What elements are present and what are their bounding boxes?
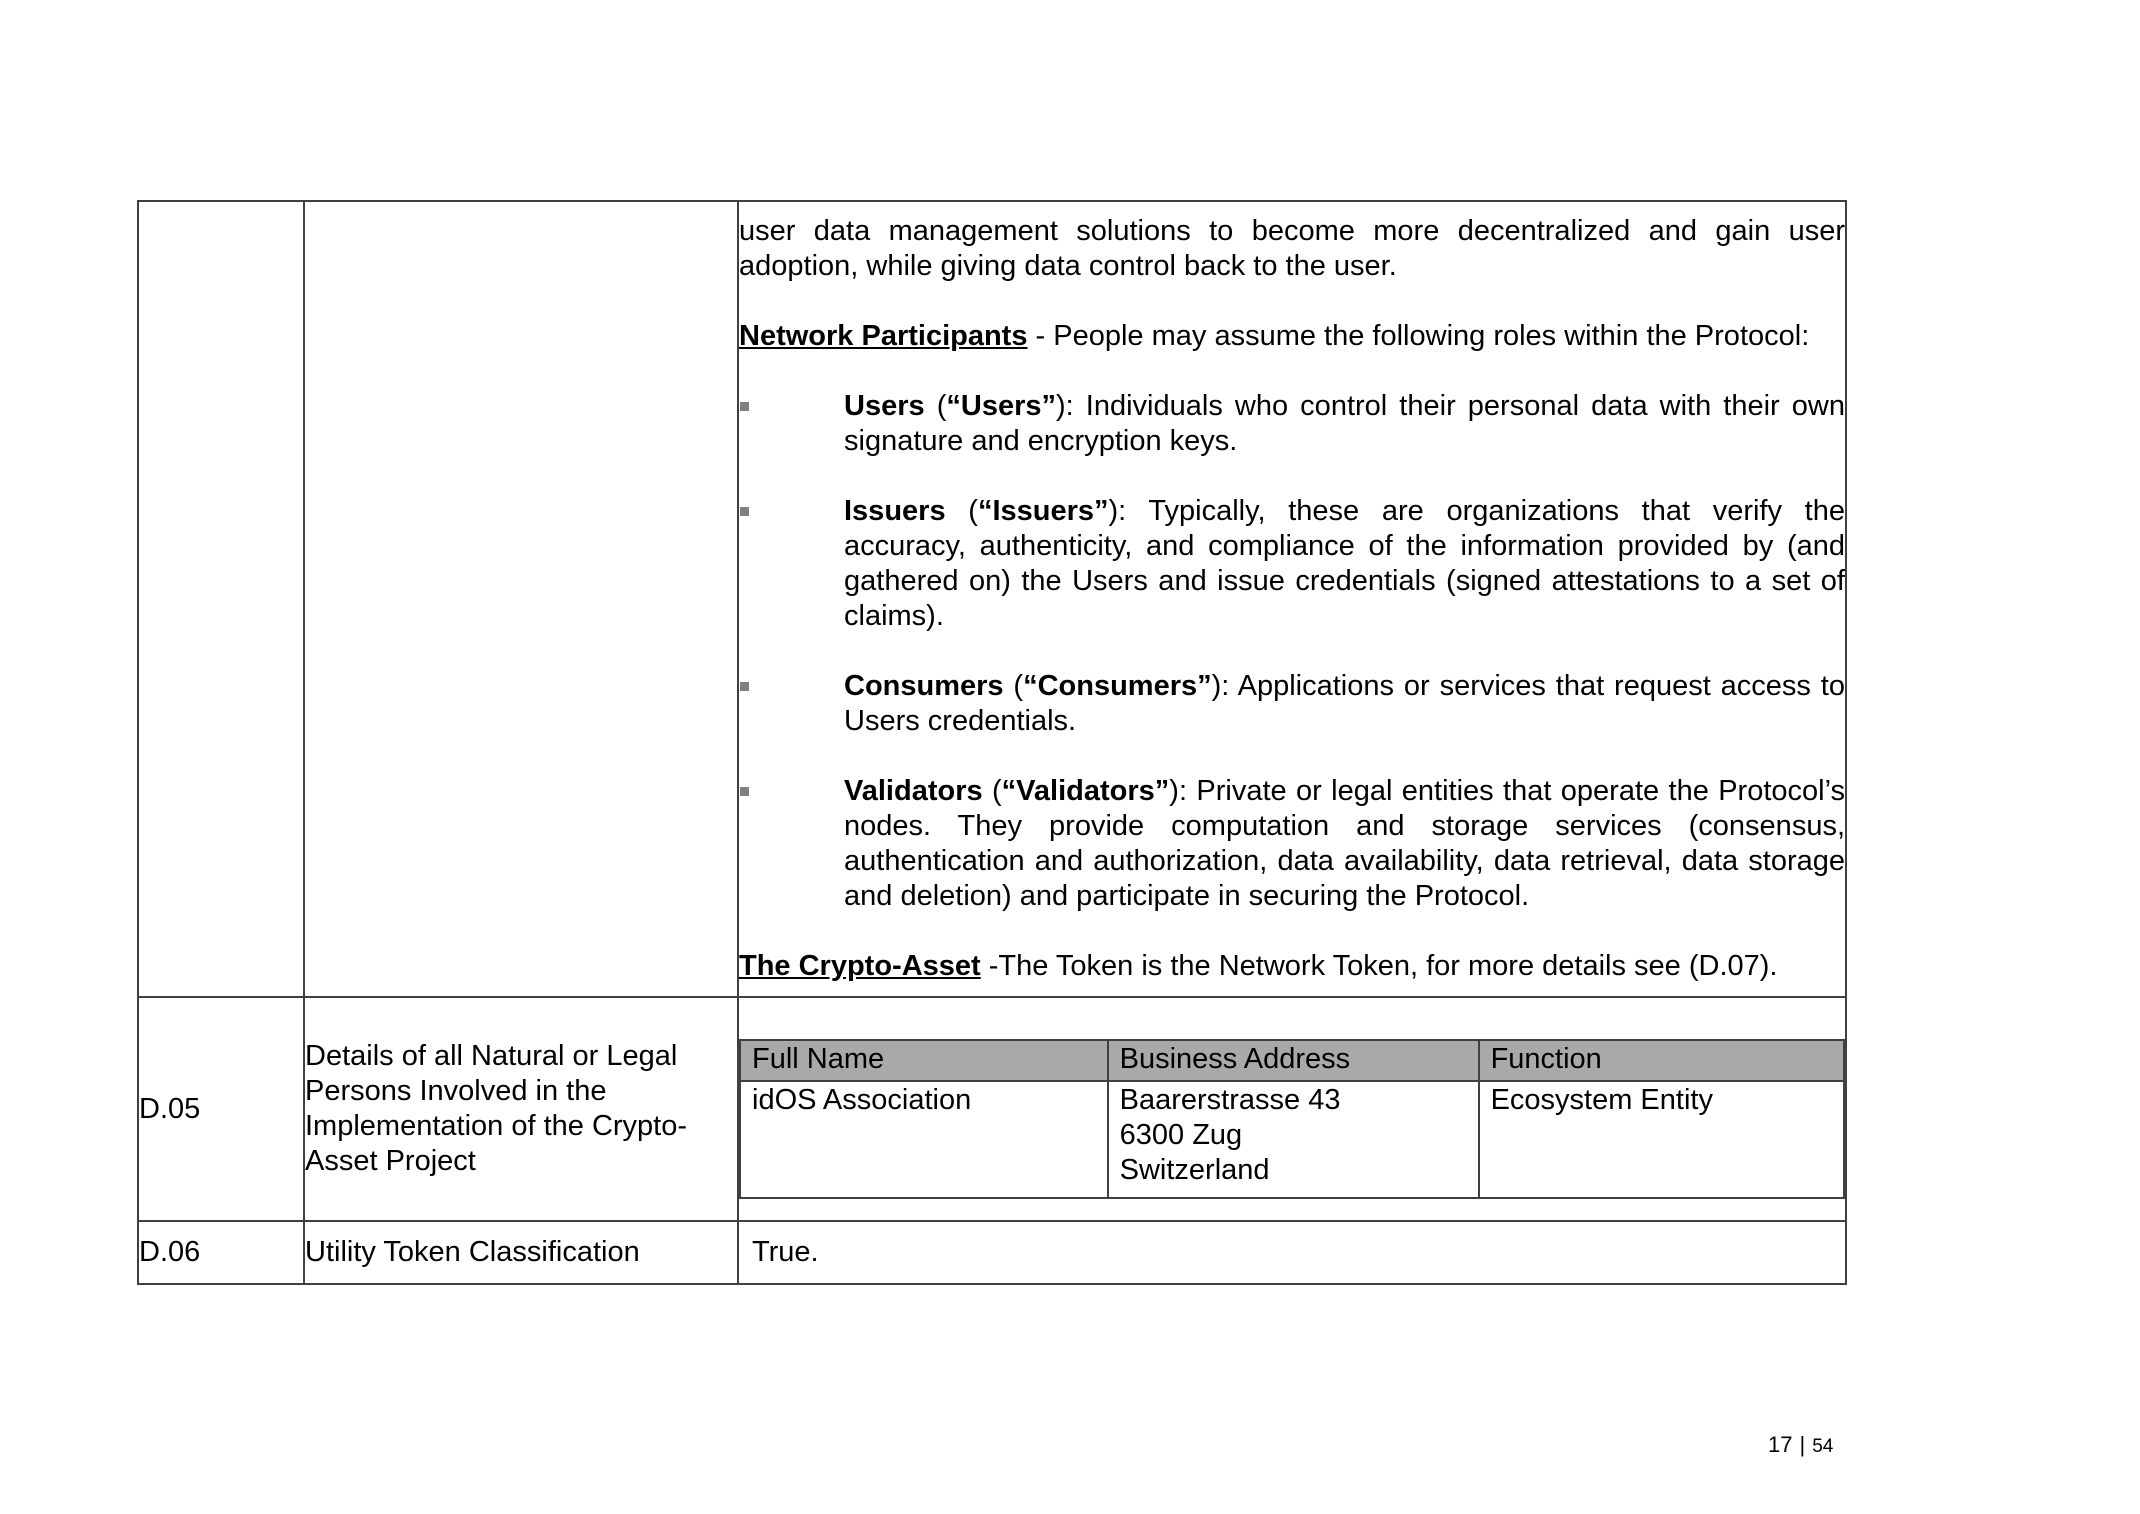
network-participants-text: - People may assume the following roles within the Protocol: [1027, 320, 1810, 352]
bullet-quoted-term: “Validators” [1001, 775, 1170, 807]
row-label-d06: Utility Token Classification [304, 1221, 738, 1284]
bullet-term: Users [844, 390, 925, 422]
row-id-cell-empty [138, 201, 304, 997]
cell-full-name: idOS Association [740, 1081, 1108, 1198]
bullet-term: Validators [844, 775, 983, 807]
bullet-square-icon [740, 682, 749, 691]
page-number [1768, 1431, 1833, 1461]
page-number-total: 54 [1812, 1436, 1834, 1457]
bullet-square-icon [740, 402, 749, 411]
address-line: Baarerstrasse 43 [1119, 1084, 1341, 1116]
bullet-item-users [739, 389, 1845, 459]
bullet-text: Individuals who control their personal data with their own signature and encryption keys. [844, 390, 1845, 457]
intro-paragraph [739, 214, 1845, 284]
d06-value-cell: True. [738, 1221, 1846, 1284]
d05-content-cell [738, 997, 1846, 1221]
bullet-item-issuers [739, 494, 1845, 634]
row-label-d05: Details of all Natural or Legal Persons Involved in the Implementation of the Crypto-Asset Project [304, 997, 738, 1221]
page-number-separator: | [1799, 1432, 1806, 1457]
bullet-term: Issuers [844, 495, 946, 527]
bullet-square-icon [740, 787, 749, 796]
table-row [138, 201, 1846, 997]
page-number-current: 17 [1768, 1432, 1793, 1457]
bullet-quoted-term: “Issuers” [977, 495, 1109, 527]
persons-involved-table [739, 1039, 1845, 1199]
crypto-asset-paragraph [739, 949, 1845, 984]
inner-table-row [740, 1081, 1844, 1198]
inner-table-header-row [740, 1040, 1844, 1081]
bullet-text: Applications or services that request access to Users credentials. [844, 670, 1845, 737]
inner-header-full-name: Full Name [740, 1040, 1108, 1081]
table-row [138, 1221, 1846, 1284]
bullet-square-icon [740, 507, 749, 516]
address-line: Switzerland [1119, 1154, 1270, 1186]
bullet-text: Private or legal entities that operate the Protocol’s nodes. They provide computation and storage services (consensus, authentication and authorization, data availability, data retrieval, data storage and deletion) and participate in securing the Protocol. [844, 775, 1845, 912]
address-line: 6300 Zug [1119, 1119, 1243, 1151]
bullet-item-validators [739, 774, 1845, 914]
bullet-paren-open: ( [982, 775, 1002, 807]
bullet-paren-close: ): [1056, 390, 1086, 422]
bullet-term: Consumers [844, 670, 1004, 702]
bullet-text: Typically, these are organizations that verify the accuracy, authenticity, and compliance of the information provided by (and gathered on) the Users and issue credentials (signed attestations to a set of claims). [844, 495, 1845, 632]
bullet-quoted-term: “Users” [946, 390, 1056, 422]
crypto-asset-heading: The Crypto-Asset [739, 950, 981, 982]
whitepaper-table [137, 200, 1847, 1285]
intro-text: user data management solutions to become more decentralized and gain user adoption, while giving data control back to the user. [739, 215, 1845, 282]
network-participants-heading: Network Participants [739, 320, 1028, 352]
cell-business-address [1108, 1081, 1479, 1198]
bullet-paren-open: ( [1003, 670, 1024, 702]
bullet-item-consumers [739, 669, 1845, 739]
bullet-paren-close: ): [1169, 775, 1197, 807]
bullet-quoted-term: “Consumers” [1023, 670, 1212, 702]
network-participants-paragraph [739, 319, 1845, 354]
inner-header-function: Function [1479, 1040, 1844, 1081]
row-id-d06: D.06 [138, 1221, 304, 1284]
row-id-d05: D.05 [138, 997, 304, 1221]
continuation-content-cell [738, 201, 1846, 997]
cell-function: Ecosystem Entity [1479, 1081, 1844, 1198]
bullet-paren-close: ): [1211, 670, 1238, 702]
crypto-asset-text: -The Token is the Network Token, for more details see (D.07). [980, 950, 1778, 982]
row-label-cell-empty [304, 201, 738, 997]
bullet-paren-open: ( [945, 495, 978, 527]
bullet-paren-open: ( [924, 390, 947, 422]
table-row [138, 997, 1846, 1221]
inner-header-business-address: Business Address [1108, 1040, 1479, 1081]
bullet-paren-close: ): [1108, 495, 1149, 527]
